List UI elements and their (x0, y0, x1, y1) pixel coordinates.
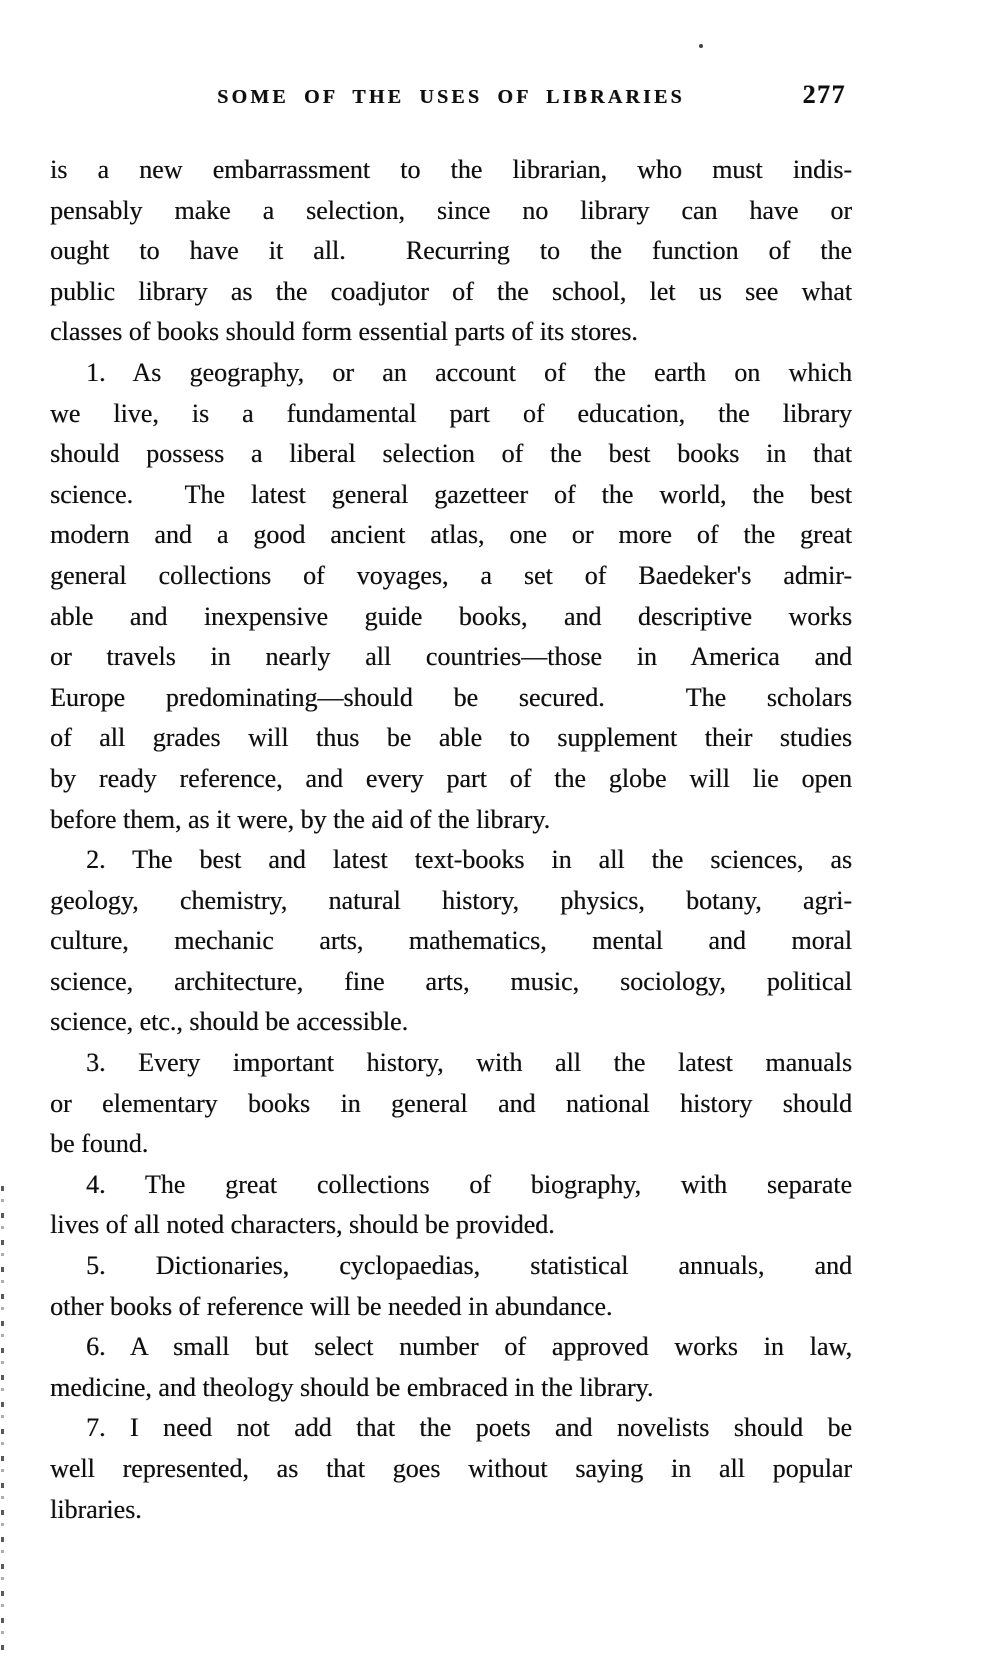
scan-artifact-left-edge (1, 1186, 4, 1658)
text-line: lives of all noted characters, should be provided. (50, 1210, 555, 1240)
text-line: other books of reference will be needed in abundance. (50, 1291, 613, 1321)
text-line: pensably make a selection, since no library can have or (50, 195, 852, 225)
text-line: modern and a good ancient atlas, one or more of the great (50, 520, 852, 550)
running-head-title: SOME OF THE USES OF LIBRARIES (217, 86, 685, 108)
text-line: by ready reference, and every part of the globe will lie open (50, 763, 852, 793)
text-line: 3. Every important history, with all the latest manuals (86, 1048, 852, 1078)
text-line: general collections of voyages, a set of Baedeker's admir- (50, 560, 852, 590)
text-line: 2. The best and latest text-books in all the sciences, as (86, 845, 852, 875)
text-line: of all grades will thus be able to supplement their studies (50, 723, 852, 753)
text-line: ought to have it all. Recurring to the function of the (50, 236, 852, 266)
text-line: science, etc., should be accessible. (50, 1007, 409, 1037)
text-line: well represented, as that goes without saying in all popular (50, 1454, 852, 1483)
text-line: 1. As geography, or an account of the earth on which (86, 357, 852, 387)
text-line: before them, as it were, by the aid of the library. (50, 804, 551, 834)
text-line: geology, chemistry, natural history, physics, botany, agri- (50, 885, 852, 915)
running-head (50, 80, 852, 114)
text-line: science. The latest general gazetteer of the world, the best (50, 479, 852, 509)
text-line: medicine, and theology should be embraced in the library. (50, 1372, 654, 1402)
text-line: science, architecture, fine arts, music, sociology, political (50, 966, 852, 996)
text-line: able and inexpensive guide books, and descriptive works (50, 601, 852, 631)
text-line: should possess a liberal selection of the best books in that (50, 439, 852, 469)
text-line: 7. I need not add that the poets and novelists should be (86, 1413, 852, 1443)
text-line: 5. Dictionaries, cyclopaedias, statistical annuals, and (86, 1251, 852, 1281)
text-line: be found. (50, 1129, 149, 1159)
text-line: culture, mechanic arts, mathematics, mental and moral (50, 926, 852, 956)
text-line: is a new embarrassment to the librarian, who must indis- (50, 155, 852, 184)
page-number: 277 (802, 80, 846, 109)
text-line: Europe predominating—should be secured. The scholars (50, 682, 852, 712)
text-line: libraries. (50, 1494, 142, 1524)
scan-speck (699, 44, 703, 48)
text-line: 4. The great collections of biography, with separate (86, 1169, 852, 1199)
text-line: classes of books should form essential parts of its stores. (50, 317, 638, 347)
text-line: we live, is a fundamental part of education, the library (50, 398, 852, 428)
text-line: or elementary books in general and national history should (50, 1088, 852, 1118)
text-line: or travels in nearly all countries—those in America and (50, 642, 852, 672)
text-line: 6. A small but select number of approved works in law, (86, 1332, 852, 1362)
page-body (50, 150, 852, 1530)
text-line: public library as the coadjutor of the school, let us see what (50, 276, 852, 306)
